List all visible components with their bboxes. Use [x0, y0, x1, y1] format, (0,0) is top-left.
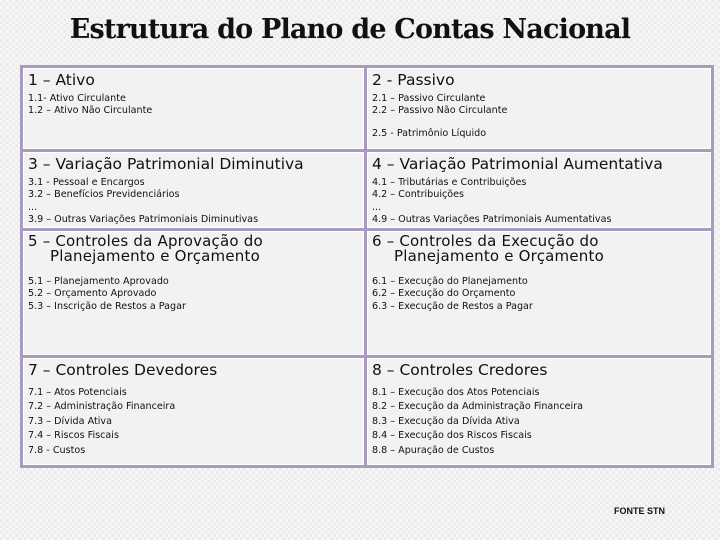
accounts-grid: [20, 65, 714, 468]
class-heading-line-1: 6 – Controles da Execução do: [372, 232, 599, 250]
account-item: 1.2 – Ativo Não Circulante: [28, 105, 153, 117]
account-item: 4.9 – Outras Variações Patrimoniais Aumentativas: [372, 213, 612, 225]
account-item: 7.4 – Riscos Fiscais: [28, 430, 119, 442]
class-items: [28, 276, 359, 313]
account-item: 8.4 – Execução dos Riscos Fiscais: [372, 430, 532, 442]
slide-title: Estrutura do Plano de Contas Nacional: [69, 14, 631, 45]
class-heading-line-1: 5 – Controles da Aprovação do: [28, 232, 263, 250]
class-heading: 3 – Variação Patrimonial Diminutiva: [28, 155, 304, 173]
class-items: [28, 93, 359, 118]
class-7-cell: [23, 358, 364, 465]
class-6-cell: [367, 231, 711, 355]
account-item: 5.1 – Planejamento Aprovado: [28, 276, 169, 287]
class-heading-line-2: Planejamento e Orçamento: [394, 247, 604, 265]
account-item: 8.2 – Execução da Administração Financeira: [372, 401, 584, 413]
class-heading-line-2: Planejamento e Orçamento: [50, 247, 260, 265]
account-item: 7.2 – Administração Financeira: [28, 401, 176, 413]
account-item: 6.3 – Execução de Restos a Pagar: [372, 300, 533, 312]
account-item: 6.1 – Execução do Planejamento: [372, 276, 528, 287]
class-heading: 7 – Controles Devedores: [28, 361, 218, 379]
class-2-cell: [367, 68, 711, 149]
class-heading: 8 – Controles Credores: [372, 361, 548, 379]
class-items: [28, 386, 359, 458]
account-item: 8.8 – Apuração de Custos: [372, 444, 495, 456]
account-item: 7.8 - Custos: [28, 444, 86, 456]
account-item: 3.2 – Benefícios Previdenciários: [28, 189, 180, 201]
class-heading: 1 – Ativo: [28, 71, 95, 89]
class-items: [372, 386, 706, 458]
account-item: 6.2 – Execução do Orçamento: [372, 288, 516, 300]
account-item: ...: [28, 201, 38, 213]
account-item: 7.3 – Dívida Ativa: [28, 415, 112, 427]
class-4-cell: [367, 152, 711, 228]
class-3-cell: [23, 152, 364, 228]
class-1-cell: [23, 68, 364, 149]
class-items: [372, 276, 706, 313]
account-item: 8.1 – Execução dos Atos Potenciais: [372, 387, 540, 398]
source-footer: FONTE STN: [614, 506, 665, 516]
class-items: [372, 177, 706, 226]
account-item: 3.1 - Pessoal e Encargos: [28, 177, 145, 188]
account-item: 1.1- Ativo Circulante: [28, 93, 126, 104]
class-heading: 4 – Variação Patrimonial Aumentativa: [372, 155, 663, 173]
account-item: 2.2 – Passivo Não Circulante: [372, 105, 508, 117]
class-heading: 2 - Passivo: [372, 71, 455, 89]
class-5-cell: [23, 231, 364, 355]
account-item: 7.1 – Atos Potenciais: [28, 387, 127, 398]
account-item: ...: [372, 201, 382, 213]
class-8-cell: [367, 358, 711, 465]
account-item: 2.1 – Passivo Circulante: [372, 93, 486, 104]
account-item: 3.9 – Outras Variações Patrimoniais Diminutivas: [28, 213, 259, 225]
class-items: [372, 93, 706, 118]
account-item: 4.2 – Contribuições: [372, 189, 465, 201]
class-extra-item: 2.5 - Patrimônio Líquido: [372, 128, 487, 139]
class-items: [28, 177, 359, 226]
account-item: 8.3 – Execução da Dívida Ativa: [372, 415, 520, 427]
account-item: 4.1 – Tributárias e Contribuições: [372, 177, 527, 188]
account-item: 5.3 – Inscrição de Restos a Pagar: [28, 300, 186, 312]
account-item: 5.2 – Orçamento Aprovado: [28, 288, 157, 300]
